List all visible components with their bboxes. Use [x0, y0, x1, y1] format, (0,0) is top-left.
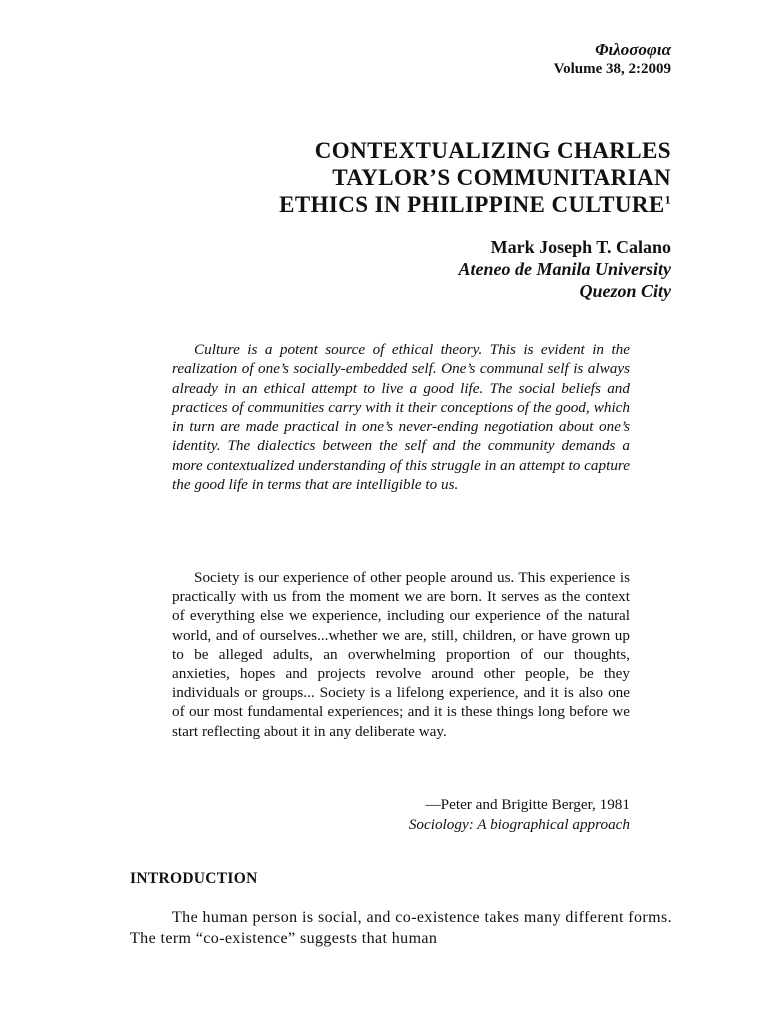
title-line-1: CONTEXTUALIZING CHARLES — [314, 138, 671, 163]
attribution-source: Sociology: A biographical approach — [408, 816, 630, 833]
author-name: Mark Joseph T. Calano — [490, 237, 671, 257]
title-line-2: TAYLOR’S COMMUNITARIAN — [332, 165, 671, 190]
section-heading-introduction: INTRODUCTION — [130, 870, 258, 887]
footnote-mark: 1 — [664, 192, 671, 207]
epigraph-quote: Society is our experience of other people around us. This experience is practically with us from the moment we are born. It serves as the context of everything else we experience, including our experience of the natural world, and of ourselves...whether we are, still, children, or have grown up to be alleged adults, an overwhelming proportion of our thoughts, anxieties, hopes and projects revolve around other people, be they individuals or groups... Society is a lifelong experience, and it is also one of our most fundamental experiences; and it is these things long before we start reflecting about it in any deliberate way. — [172, 569, 630, 740]
introduction-paragraph: The human person is social, and co-existence takes many different forms. The term “co-existence” suggests that human — [130, 909, 672, 947]
title-line-3 — [279, 191, 671, 218]
journal-name: Φιλοσοφια — [595, 40, 671, 59]
author-affiliation: Ateneo de Manila University — [458, 259, 671, 279]
author-location: Quezon City — [579, 281, 671, 301]
paper-title — [279, 137, 671, 218]
journal-volume: Volume 38, 2:2009 — [553, 61, 671, 77]
journal-header — [554, 40, 671, 78]
author-block — [459, 236, 672, 302]
epigraph-attribution — [409, 795, 630, 835]
abstract: Culture is a potent source of ethical theory. This is evident in the realization of one’s socially-embedded self. One’s communal self is always already in an ethical attempt to live a good life. The social beliefs and practices of communities carry with it their conceptions of the good, which in turn are made practical in one’s never-ending negotiation about one’s identity. The dialectics between the self and the community demands a more contextualized understanding of this struggle in an attempt to capture the good life in terms that are intelligible to us. — [172, 341, 630, 494]
attribution-authors: —Peter and Brigitte Berger, 1981 — [425, 796, 630, 813]
title-line-3-text: ETHICS IN PHILIPPINE CULTURE — [279, 192, 665, 217]
